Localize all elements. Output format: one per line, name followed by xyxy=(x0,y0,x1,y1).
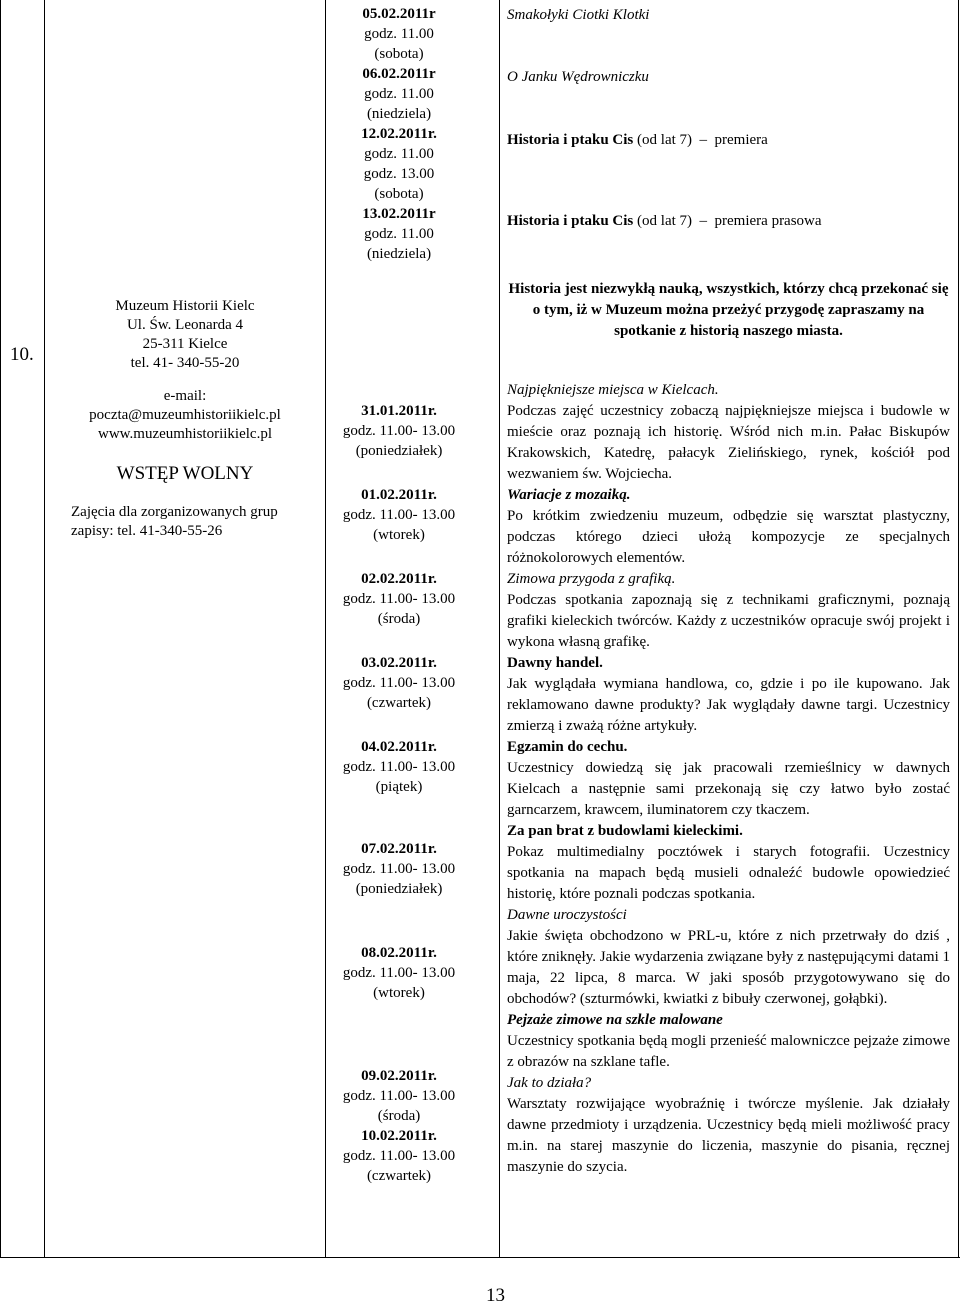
event-title: Historia i ptaku Cis xyxy=(507,213,634,229)
time: godz. 11.00- 13.00 xyxy=(342,675,456,691)
event-title: O Janku Wędrowniczku xyxy=(507,69,649,85)
activity-text: Uczestnicy spotkania będą mogli przenieść malowniczce pejzaże zimowe z obrazów na szklane tafle. xyxy=(507,1033,950,1070)
museum-www[interactable]: www.muzeumhistoriikielc.pl xyxy=(98,426,272,442)
date-block-4 xyxy=(306,737,492,797)
row-number: 10. xyxy=(10,344,34,365)
table-divider-3 xyxy=(499,0,500,1257)
day: (poniedziałek) xyxy=(355,881,443,897)
date: 08.02.2011r. xyxy=(361,945,437,961)
event-title: Smakołyki Ciotki Klotki xyxy=(507,7,650,23)
date-block-5 xyxy=(306,839,492,899)
time: godz. 11.00 xyxy=(364,26,434,42)
day: (środa) xyxy=(377,1108,421,1124)
day: (czwartek) xyxy=(366,1168,432,1184)
day: (sobota) xyxy=(374,186,424,202)
day: (sobota) xyxy=(374,46,424,62)
time: godz. 11.00- 13.00 xyxy=(342,861,456,877)
page-number: 13 xyxy=(486,1285,505,1306)
museum-info xyxy=(56,297,314,541)
intro-text: Historia jest niezwykłą nauką, wszystkich, którzy chcą przekonać się o tym, iż w Muzeum można przeżyć przygodę zapraszamy na spotkanie z historią naszego miasta. xyxy=(508,281,949,339)
date: 05.02.2011r xyxy=(362,6,436,22)
groups-tel: zapisy: tel. 41-340-55-26 xyxy=(71,523,223,539)
table-border-right xyxy=(958,0,959,1257)
activity-title: Za pan brat z budowlami kieleckimi. xyxy=(507,823,743,839)
time: godz. 11.00- 13.00 xyxy=(342,1148,456,1164)
event-age: (od lat 7) xyxy=(637,213,693,229)
activity-title: Dawne uroczystości xyxy=(507,907,627,923)
date-block-6 xyxy=(306,943,492,1003)
date: 06.02.2011r xyxy=(362,66,436,82)
date: 01.02.2011r. xyxy=(361,487,437,503)
event-dash: – xyxy=(699,213,708,229)
day: (wtorek) xyxy=(373,985,425,1001)
date: 04.02.2011r. xyxy=(361,739,437,755)
date-block-7 xyxy=(306,1066,492,1186)
activity-text: Warsztaty rozwijające wyobraźnię i twórcze myślenie. Jak działały dawne przedmioty i urządzenia. Uczestnicy będą mieli możliwość pracy m.in. na starej maszynie do liczenia, maszynie do pisania, ręcznej maszynie do szycia. xyxy=(507,1096,950,1175)
activity-text: Jak wyglądała wymiana handlowa, co, gdzie i po ile kupowano. Jak reklamowano dawne produkty? Jak wyglądały dawne targi. Uczestnicy zmierzą i zważą różne artykuły. xyxy=(507,676,950,734)
date-block-1 xyxy=(306,485,492,545)
table-divider-1 xyxy=(44,0,45,1257)
table-border-left xyxy=(0,0,1,1257)
time: godz. 11.00 xyxy=(364,146,434,162)
museum-street: Ul. Św. Leonarda 4 xyxy=(126,317,244,333)
date: 13.02.2011r xyxy=(362,206,436,222)
dates-top xyxy=(306,4,492,264)
activity-text: Po krótkim zwiedzeniu muzeum, odbędzie się warsztat plastyczny, podczas którego dzieci ułożą kompozycje ze specjalnych różnokolorowych elementów. xyxy=(507,508,950,566)
museum-email[interactable]: poczta@muzeumhistoriikielc.pl xyxy=(89,407,281,423)
time: godz. 11.00 xyxy=(364,86,434,102)
free-entry: WSTĘP WOLNY xyxy=(116,463,254,484)
event-age: (od lat 7) xyxy=(637,132,693,148)
activity-list xyxy=(507,380,950,1178)
day: (niedziela) xyxy=(366,246,432,262)
date: 12.02.2011r. xyxy=(361,126,437,142)
museum-tel: tel. 41- 340-55-20 xyxy=(130,355,240,371)
time: godz. 11.00- 13.00 xyxy=(342,507,456,523)
time: godz. 11.00- 13.00 xyxy=(342,965,456,981)
date: 31.01.2011r. xyxy=(361,403,437,419)
activity-text: Jakie święta obchodzono w PRL-u, które z nich przetrwały do dziś , które zniknęły. Jakie wydarzenia związane były z następującymi datami 1 maja, 22 lipca, 8 marca. W jaki sposób przygotowywano się do obchodów? (szturmówki, kwiatki z bibuły czerwonej, gołąbki). xyxy=(507,928,951,1007)
museum-email-label: e-mail: xyxy=(163,388,207,404)
date-block-3 xyxy=(306,653,492,713)
activity-text: Podczas zajęć uczestnicy zobaczą najpiękniejsze miejsca i budowle w mieście oraz poznają ich historię. Wśród nich m.in. Pałac Biskupów Krakowskich, Katedrę, pałacyk Zielińskiego, rynek, kościół pod wezwaniem św. Wojciecha. xyxy=(507,403,950,482)
date-block-2 xyxy=(306,569,492,629)
table-bottom-border xyxy=(0,1257,960,1258)
event-row xyxy=(507,130,950,150)
museum-name: Muzeum Historii Kielc xyxy=(115,298,255,314)
activity-text: Podczas spotkania zapoznają się z technikami graficznymi, poznają grafiki kieleckich twórców. Każdy z uczestników opracuje swój projekt i wykona własną grafikę. xyxy=(507,592,950,650)
event-note: premiera prasowa xyxy=(714,213,822,229)
time: godz. 13.00 xyxy=(363,166,435,182)
activity-title: Jak to działa? xyxy=(507,1075,592,1091)
date: 07.02.2011r. xyxy=(361,841,437,857)
date-block-0 xyxy=(306,401,492,461)
day: (poniedziałek) xyxy=(355,443,443,459)
time: godz. 11.00- 13.00 xyxy=(342,759,456,775)
time: godz. 11.00 xyxy=(364,226,434,242)
activity-title: Wariacje z mozaiką. xyxy=(507,487,631,503)
date: 02.02.2011r. xyxy=(361,571,437,587)
date: 09.02.2011r. xyxy=(361,1068,437,1084)
event-row xyxy=(507,211,950,231)
groups-label: Zajęcia dla zorganizowanych grup xyxy=(71,504,278,520)
time: godz. 11.00- 13.00 xyxy=(342,591,456,607)
day: (środa) xyxy=(377,611,421,627)
activity-title: Pejzaże zimowe na szkle malowane xyxy=(507,1012,723,1028)
day: (piątek) xyxy=(375,779,423,795)
day: (niedziela) xyxy=(366,106,432,122)
date: 03.02.2011r. xyxy=(361,655,437,671)
activity-text: Uczestnicy dowiedzą się jak pracowali rzemieślnicy w dawnych Kielcach a następnie sami przekonają się czy łatwo było zostać garncarzem, krawcem, iluminatorem czy tkaczem. xyxy=(507,760,950,818)
museum-city: 25-311 Kielce xyxy=(142,336,228,352)
activity-text: Pokaz multimedialny pocztówek i starych fotografii. Uczestnicy spotkania na mapach będą musieli odnaleźć budowle opowiedzieć historię, które poznali podczas spotkania. xyxy=(507,844,950,902)
event-note: premiera xyxy=(714,132,768,148)
time: godz. 11.00- 13.00 xyxy=(342,1088,456,1104)
activity-title: Najpiękniejsze miejsca w Kielcach. xyxy=(507,382,719,398)
event-title: Historia i ptaku Cis xyxy=(507,132,634,148)
event-dash: – xyxy=(699,132,708,148)
date: 10.02.2011r. xyxy=(361,1128,437,1144)
day: (czwartek) xyxy=(366,695,432,711)
activity-title: Dawny handel. xyxy=(507,655,603,671)
day: (wtorek) xyxy=(373,527,425,543)
activity-title: Egzamin do cechu. xyxy=(507,739,628,755)
time: godz. 11.00- 13.00 xyxy=(342,423,456,439)
activity-title: Zimowa przygoda z grafiką. xyxy=(507,571,676,587)
